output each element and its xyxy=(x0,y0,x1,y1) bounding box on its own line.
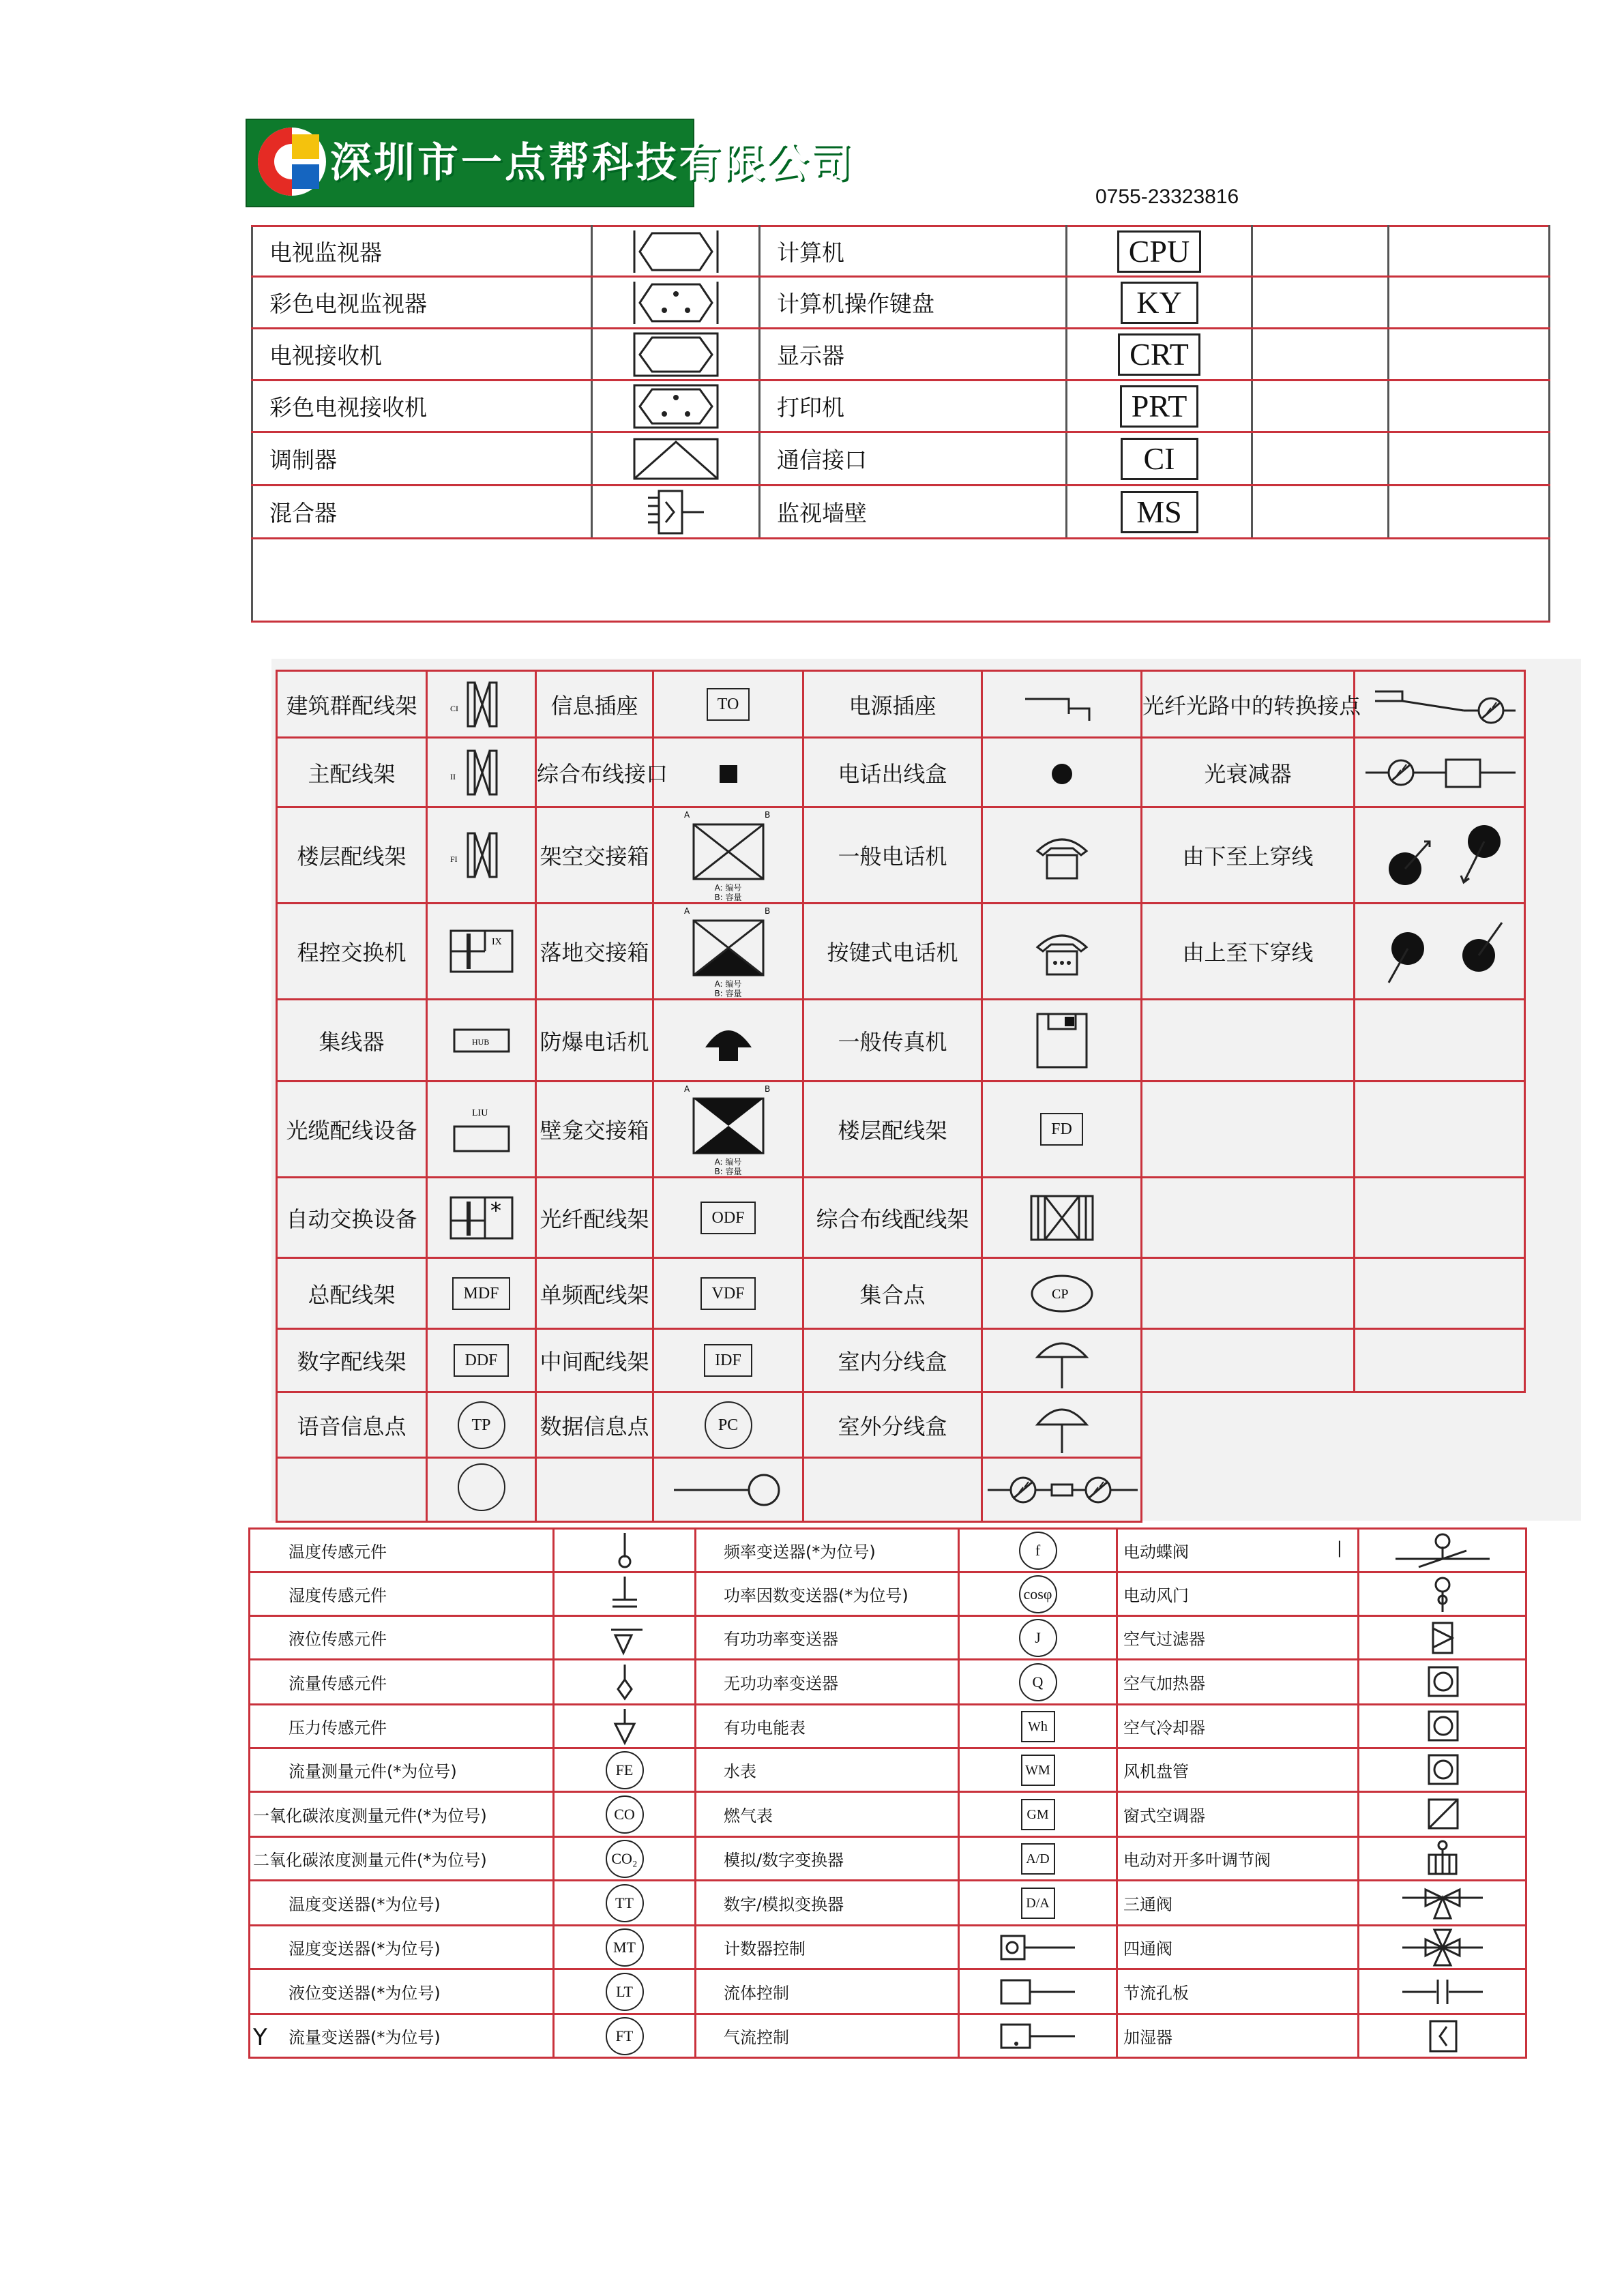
col4-symbol xyxy=(1355,807,1525,904)
col1-name: 楼层配线架 xyxy=(277,807,427,904)
device-code: KY xyxy=(1121,282,1198,324)
col2-symbol xyxy=(959,1926,1117,1969)
instrument-circle: LT xyxy=(606,1973,644,2011)
col1-symbol xyxy=(427,1178,536,1258)
table-row xyxy=(277,1082,1525,1178)
col4-name: 由下至上穿线 xyxy=(1142,807,1355,904)
col1-symbol xyxy=(427,904,536,1000)
transmitter-circle: f xyxy=(1019,1532,1057,1570)
svg-text:*: * xyxy=(490,1197,501,1223)
col3-symbol xyxy=(1359,1572,1526,1616)
col4-name: 光纤光路中的转换接点 xyxy=(1142,671,1355,738)
device-code: CI xyxy=(1121,438,1198,480)
meter-square: WM xyxy=(1021,1755,1055,1786)
phone-outlet-icon xyxy=(1052,764,1072,784)
company-name: 深圳市一点帮科技有限公司 xyxy=(330,139,854,187)
col1-symbol xyxy=(554,1660,696,1705)
instrument-circle: TT xyxy=(606,1884,644,1922)
col1-name: 液位传感元件 xyxy=(289,1630,387,1649)
col1-symbol xyxy=(554,2014,696,2058)
device-symbol xyxy=(592,329,760,381)
col3-symbol xyxy=(1359,1529,1526,1572)
table-row xyxy=(252,381,1550,432)
device-code: CPU xyxy=(1117,230,1201,273)
transmitter-circle: Q xyxy=(1019,1663,1057,1701)
col1-symbol xyxy=(427,1000,536,1082)
col2-name: 有功功率变送器 xyxy=(696,1616,959,1660)
table-row xyxy=(250,1881,1526,1926)
instrument-circle: MT xyxy=(606,1928,644,1967)
table-row xyxy=(252,277,1550,329)
col2-name: 落地交接箱 xyxy=(536,904,653,1000)
col1-name: 一氧化碳浓度测量元件(*为位号) xyxy=(253,1806,487,1825)
device-name-2: 打印机 xyxy=(760,381,1067,432)
table-row xyxy=(250,1529,1526,1572)
device-code: MS xyxy=(1121,491,1198,533)
col1-name: 数字配线架 xyxy=(277,1329,427,1392)
col1-name: 集线器 xyxy=(277,1000,427,1082)
col1-symbol xyxy=(554,1792,696,1837)
table-row xyxy=(277,671,1525,738)
svg-text:B: B xyxy=(764,1084,770,1094)
col2-name: 综合布线接口 xyxy=(536,738,653,807)
col3-symbol xyxy=(982,1082,1142,1178)
col2-name: 壁龛交接箱 xyxy=(536,1082,653,1178)
col3-symbol xyxy=(1359,1748,1526,1792)
col2-symbol xyxy=(959,1529,1117,1572)
col2-symbol xyxy=(959,1881,1117,1926)
col1-symbol xyxy=(554,1881,696,1926)
col1-symbol xyxy=(427,1329,536,1392)
col2-name: 中间配线架 xyxy=(536,1329,653,1392)
col3-symbol xyxy=(982,671,1142,738)
col2-symbol xyxy=(959,2014,1117,2058)
device-symbol xyxy=(592,381,760,432)
col2-symbol xyxy=(959,1660,1117,1705)
col3-symbol xyxy=(982,1178,1142,1258)
col3-symbol xyxy=(1359,2014,1526,2058)
table-row xyxy=(250,2014,1526,2058)
col3-name: 三通阀 xyxy=(1123,1895,1172,1914)
col1-symbol xyxy=(554,1529,696,1572)
device-code-cell xyxy=(1067,486,1252,539)
col3-name: 空气冷却器 xyxy=(1123,1718,1205,1738)
svg-text:B: B xyxy=(764,906,770,916)
col3-name: 电话出线盒 xyxy=(803,738,982,807)
symbol-box: DDF xyxy=(454,1344,508,1377)
col2-symbol xyxy=(653,1258,803,1329)
col1-symbol xyxy=(427,738,536,807)
table-row xyxy=(252,432,1550,486)
col1-name: 二氧化碳浓度测量元件(*为位号) xyxy=(253,1851,487,1870)
device-name: 彩色电视接收机 xyxy=(252,381,592,432)
symbol-box: VDF xyxy=(700,1277,755,1310)
col2-symbol xyxy=(653,671,803,738)
col2-name: 架空交接箱 xyxy=(536,807,653,904)
meter-square: A/D xyxy=(1021,1843,1055,1875)
instrument-circle: FT xyxy=(606,2017,644,2055)
outlet-square-icon xyxy=(720,765,737,783)
col3-symbol xyxy=(1359,1616,1526,1660)
col1-symbol xyxy=(427,1392,536,1458)
col3-name: 室外分线盒 xyxy=(803,1392,982,1458)
col1-name: 光缆配线设备 xyxy=(277,1082,427,1178)
col1-symbol xyxy=(554,1926,696,1969)
col2-name: 单频配线架 xyxy=(536,1258,653,1329)
col2-name: 计数器控制 xyxy=(696,1926,959,1969)
col3-symbol xyxy=(982,1258,1142,1329)
table-row xyxy=(277,1329,1525,1392)
col2-symbol xyxy=(959,1705,1117,1748)
meter-square: Wh xyxy=(1021,1711,1055,1742)
col2-symbol xyxy=(959,1969,1117,2014)
col2-symbol xyxy=(653,1392,803,1458)
svg-text:CP: CP xyxy=(1051,1286,1068,1302)
col3-name: 综合布线配线架 xyxy=(803,1178,982,1258)
col1-name: 温度变送器(*为位号) xyxy=(289,1895,441,1914)
col1-name: 流量测量元件(*为位号) xyxy=(289,1762,457,1781)
svg-text:CI: CI xyxy=(449,703,458,713)
col2-symbol xyxy=(959,1748,1117,1792)
svg-text:II: II xyxy=(449,771,456,781)
table-row xyxy=(277,1458,1525,1522)
device-symbol xyxy=(592,432,760,486)
table-row xyxy=(277,1000,1525,1082)
device-symbol xyxy=(592,226,760,277)
meter-square: GM xyxy=(1021,1799,1055,1830)
device-name-2: 显示器 xyxy=(760,329,1067,381)
empty-row xyxy=(252,539,1550,622)
col1-symbol xyxy=(554,1748,696,1792)
col1-name: 主配线架 xyxy=(277,738,427,807)
col1-symbol xyxy=(427,1082,536,1178)
svg-text:A: A xyxy=(683,1084,690,1094)
col1-name: 程控交换机 xyxy=(277,904,427,1000)
col3-name: 加湿器 xyxy=(1123,2028,1172,2047)
table-row xyxy=(277,807,1525,904)
device-name: 彩色电视监视器 xyxy=(252,277,592,329)
table-row xyxy=(250,1926,1526,1969)
table-row xyxy=(252,226,1550,277)
col1-name: 液位变送器(*为位号) xyxy=(289,1984,441,2003)
col2-name: 气流控制 xyxy=(696,2014,959,2058)
col1-symbol xyxy=(427,671,536,738)
col3-symbol xyxy=(1359,1881,1526,1926)
col3-symbol xyxy=(1359,1792,1526,1837)
phone-number: 0755-23323816 xyxy=(1095,185,1239,208)
col2-name: 流体控制 xyxy=(696,1969,959,2014)
device-code-cell xyxy=(1067,329,1252,381)
col3-name: 按键式电话机 xyxy=(803,904,982,1000)
symbol-box: IDF xyxy=(704,1344,752,1377)
svg-text:A: A xyxy=(683,906,690,916)
table-row xyxy=(250,1837,1526,1881)
col3-name: 电动风门 xyxy=(1123,1586,1189,1605)
table-row xyxy=(250,1969,1526,2014)
symbol-circle: PC xyxy=(705,1401,752,1449)
col3-symbol xyxy=(1359,1705,1526,1748)
meter-square: D/A xyxy=(1021,1888,1055,1919)
col3-name: 室内分线盒 xyxy=(803,1329,982,1392)
col2-name: 数据信息点 xyxy=(536,1392,653,1458)
col3-name: 窗式空调器 xyxy=(1123,1806,1205,1825)
col1-name: 流量变送器(*为位号) xyxy=(289,2028,441,2047)
table-row xyxy=(250,1616,1526,1660)
bas-symbol-table xyxy=(248,1527,1527,2059)
col1-name: 压力传感元件 xyxy=(289,1718,387,1738)
col1-name: 湿度变送器(*为位号) xyxy=(289,1939,441,1958)
col3-name: 四通阀 xyxy=(1123,1939,1172,1958)
col2-name: 防爆电话机 xyxy=(536,1000,653,1082)
table-row xyxy=(250,1572,1526,1616)
table-row xyxy=(252,486,1550,539)
empty-circle-icon xyxy=(458,1463,505,1511)
table-row xyxy=(250,1660,1526,1705)
col1-symbol xyxy=(427,807,536,904)
device-code-cell xyxy=(1067,381,1252,432)
col3-name: 空气加热器 xyxy=(1123,1674,1205,1693)
col1-name: 总配线架 xyxy=(277,1258,427,1329)
col2-name: 水表 xyxy=(696,1748,959,1792)
device-code-cell xyxy=(1067,277,1252,329)
device-code: CRT xyxy=(1118,333,1200,376)
col1-name: 建筑群配线架 xyxy=(277,671,427,738)
col4-symbol xyxy=(1355,671,1525,738)
col3-name: 空气过滤器 xyxy=(1123,1630,1205,1649)
col1-symbol xyxy=(554,1616,696,1660)
col1-symbol xyxy=(554,1572,696,1616)
col2-name: 数字/模拟变换器 xyxy=(696,1881,959,1926)
col2-name: 频率变送器(*为位号) xyxy=(696,1529,959,1572)
device-name: 混合器 xyxy=(252,486,592,539)
device-name: 调制器 xyxy=(252,432,592,486)
transmitter-circle: cosφ xyxy=(1019,1575,1057,1613)
corner-mark: Y xyxy=(253,2024,267,2051)
col2-symbol xyxy=(959,1572,1117,1616)
col3-symbol xyxy=(982,807,1142,904)
symbol-box: TO xyxy=(707,688,750,721)
col2-symbol xyxy=(653,1178,803,1258)
col3-symbol xyxy=(982,1000,1142,1082)
svg-text:LIU: LIU xyxy=(471,1108,488,1118)
table-row xyxy=(277,738,1525,807)
col3-symbol xyxy=(1359,1926,1526,1969)
col3-name: 电源插座 xyxy=(803,671,982,738)
svg-text:IX: IX xyxy=(491,937,502,947)
col3-symbol xyxy=(1359,1969,1526,2014)
instrument-circle: CO₂ xyxy=(606,1840,644,1878)
col3-symbol xyxy=(982,904,1142,1000)
col3-symbol xyxy=(1359,1837,1526,1881)
col1-name: 语音信息点 xyxy=(277,1392,427,1458)
company-logo xyxy=(246,119,854,207)
device-name: 电视监视器 xyxy=(252,226,592,277)
device-name-2: 监视墙壁 xyxy=(760,486,1067,539)
col2-name: 模拟/数字变换器 xyxy=(696,1837,959,1881)
table-row xyxy=(277,1392,1525,1458)
col3-name: 电动对开多叶调节阀 xyxy=(1123,1851,1271,1870)
col1-symbol xyxy=(554,1705,696,1748)
device-symbol xyxy=(592,486,760,539)
device-code-cell xyxy=(1067,432,1252,486)
device-name-2: 计算机 xyxy=(760,226,1067,277)
col3-name: 风机盘管 xyxy=(1123,1762,1189,1781)
col4-symbol xyxy=(1355,738,1525,807)
col3-symbol xyxy=(982,1392,1142,1458)
col2-name: 有功电能表 xyxy=(696,1705,959,1748)
symbol-box: ODF xyxy=(700,1202,755,1234)
col2-symbol xyxy=(959,1792,1117,1837)
col1-symbol xyxy=(554,1837,696,1881)
col2-symbol xyxy=(959,1837,1117,1881)
col3-symbol xyxy=(1359,1660,1526,1705)
instrument-circle: CO xyxy=(606,1795,644,1834)
col3-name: 电动蝶阀 xyxy=(1123,1542,1189,1562)
col3-name: 集合点 xyxy=(803,1258,982,1329)
device-name: 电视接收机 xyxy=(252,329,592,381)
col3-name: 一般传真机 xyxy=(803,1000,982,1082)
col4-symbol xyxy=(1355,904,1525,1000)
col3-symbol xyxy=(982,738,1142,807)
table-row xyxy=(252,329,1550,381)
col1-symbol xyxy=(427,1258,536,1329)
table-row xyxy=(250,1705,1526,1748)
col2-symbol xyxy=(653,1329,803,1392)
table-row xyxy=(277,904,1525,1000)
device-name-2: 通信接口 xyxy=(760,432,1067,486)
tick-mark: | xyxy=(1336,1538,1342,1557)
svg-text:B: B xyxy=(764,810,770,820)
av-symbol-table xyxy=(251,225,1550,623)
svg-text:A: A xyxy=(683,810,690,820)
col1-name: 自动交换设备 xyxy=(277,1178,427,1258)
col2-name: 信息插座 xyxy=(536,671,653,738)
col3-name: 一般电话机 xyxy=(803,807,982,904)
col4-name: 光衰减器 xyxy=(1142,738,1355,807)
svg-text:HUB: HUB xyxy=(471,1037,489,1047)
col3-symbol xyxy=(982,1329,1142,1392)
device-code-cell xyxy=(1067,226,1252,277)
symbol-circle: TP xyxy=(458,1401,505,1449)
transmitter-circle: J xyxy=(1019,1619,1057,1657)
cabling-symbol-table xyxy=(276,670,1526,1523)
col4-name: 由上至下穿线 xyxy=(1142,904,1355,1000)
table-row xyxy=(250,1792,1526,1837)
col2-name: 功率因数变送器(*为位号) xyxy=(696,1572,959,1616)
col2-symbol xyxy=(653,738,803,807)
col2-symbol xyxy=(653,1000,803,1082)
device-symbol xyxy=(592,277,760,329)
logo-icon xyxy=(256,126,327,197)
col3-name: 节流孔板 xyxy=(1123,1984,1189,2003)
device-name-2: 计算机操作键盘 xyxy=(760,277,1067,329)
col2-symbol: A B A: 编号 B: 容量 xyxy=(653,1082,803,1178)
symbol-box: MDF xyxy=(452,1277,510,1310)
instrument-circle: FE xyxy=(606,1751,644,1789)
symbol-box: FD xyxy=(1040,1113,1083,1146)
col2-name: 光纤配线架 xyxy=(536,1178,653,1258)
col3-name: 楼层配线架 xyxy=(803,1082,982,1178)
col1-symbol xyxy=(554,1969,696,2014)
svg-text:FI: FI xyxy=(449,854,458,864)
table-row xyxy=(277,1258,1525,1329)
col1-name: 流量传感元件 xyxy=(289,1674,387,1693)
col2-symbol: A B A: 编号 B: 容量 xyxy=(653,904,803,1000)
device-code: PRT xyxy=(1120,385,1199,428)
col1-name: 温度传感元件 xyxy=(289,1542,387,1562)
col2-symbol xyxy=(959,1616,1117,1660)
col2-name: 燃气表 xyxy=(696,1792,959,1837)
table-row xyxy=(277,1178,1525,1258)
table-row xyxy=(250,1748,1526,1792)
col2-symbol: A B A: 编号 B: 容量 xyxy=(653,807,803,904)
col2-name: 无功功率变送器 xyxy=(696,1660,959,1705)
col1-name: 湿度传感元件 xyxy=(289,1586,387,1605)
